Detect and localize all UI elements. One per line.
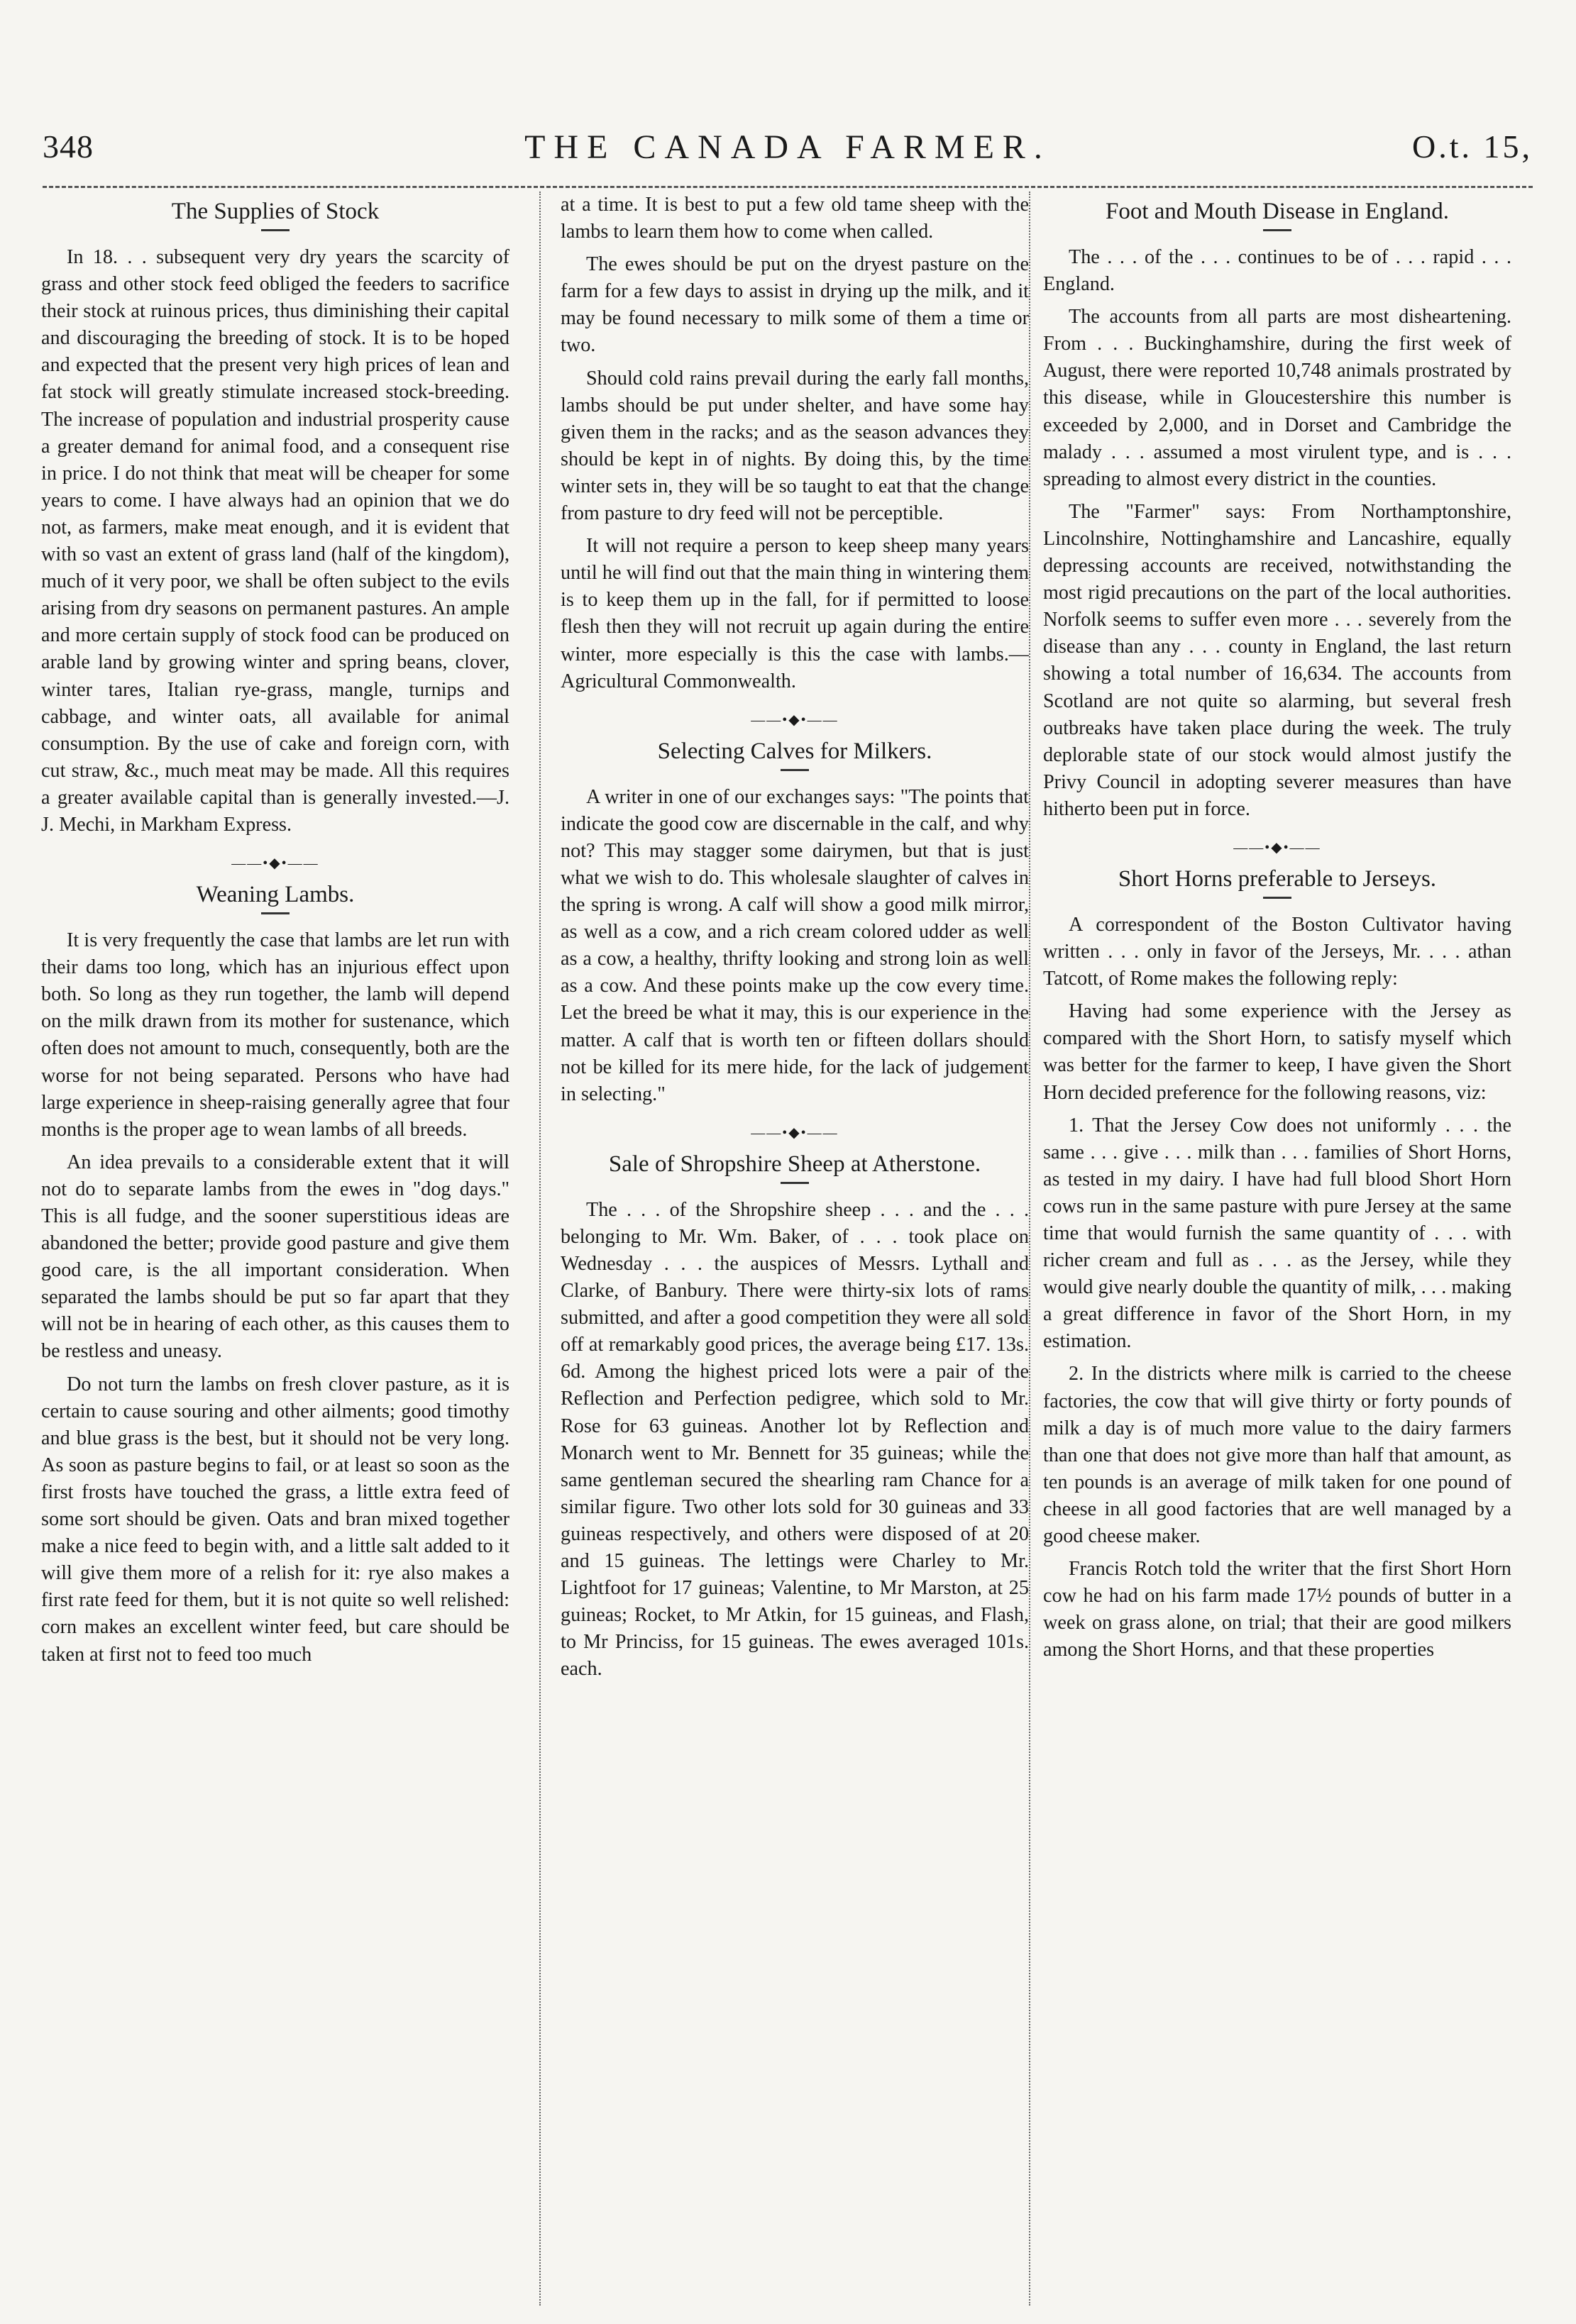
issue-date: O.t. 15, [1412, 128, 1533, 165]
paragraph: Do not turn the lambs on fresh clover pasture, as it is certain to cause souring and other ailments; good timothy and blue grass is the best, but it should not be very long. As soon as pasture begins to fail, or at least so soon as the first frosts have touched the grass, a little extra feed of some sort should be given. Oats and bran mixed together make a nice feed to begin with, and a little salt added to it will give them more of a relish for it: rye also makes a first rate feed for them, but it is not quite so well relished: corn makes an excellent winter feed, but care should be taken at first not to feed too much [41, 1373, 509, 1666]
paragraph: at a time. It is best to put a few old tame sheep with the lambs to learn them how to come when called. [561, 194, 1029, 243]
article-heading: Sale of Shropshire Sheep at Atherstone. [608, 1151, 981, 1177]
paragraph: It will not require a person to keep sheep many years until he will find out that the main thing in wintering them is to keep them up in the fall, for if permitted to loose flesh then they will not recruit up again during the entire winter, more especially is this the case with lambs.—Agricultural Commonwealth. [561, 535, 1029, 692]
article-heading: Short Horns preferable to Jerseys. [1118, 865, 1437, 892]
page-number: 348 [43, 128, 94, 165]
paragraph: Having had some experience with the Jersey as compared with the Short Horn, to satisfy myself which was better for the farmer to keep, I have given the Short Horn decided preference for the following reasons, viz: [1043, 1000, 1511, 1104]
paragraph: Francis Rotch told the writer that the first Short Horn cow he had on his farm made 17½ pounds of butter in a week on grass alone, on trial; that their are good milkers among the Short Horns, and that these properties [1043, 1558, 1511, 1661]
column-divider [1029, 192, 1030, 2306]
paragraph: A correspondent of the Boston Cultivator having written . . . only in favor of the Jerseys, Mr. . . . athan Tatcott, of Rome makes the following reply: [1043, 913, 1511, 990]
heading-dash [1263, 897, 1291, 899]
paragraph: 2. In the districts where milk is carried to the cheese factories, the cow that will give thirty or forty pounds of milk a day is of much more value to the dairy farmers than one that does not give more than half that amount, as ten pounds is an average of milk taken for one pound of cheese in all good factories that are well managed by a good cheese maker. [1043, 1363, 1511, 1548]
column-1 [41, 192, 509, 2306]
heading-dash [781, 1182, 809, 1184]
separator-ornament: ——•◆•—— [751, 712, 839, 728]
masthead: THE CANADA FARMER. [524, 128, 1051, 166]
paragraph: A writer in one of our exchanges says: "The points that indicate the good cow are discernable in the calf, and why not? This may stagger some dairymen, but that is just what we wish to do. This wholesale slaughter of calves in the spring is wrong. A calf will show a good milk mirror, as well as a cow, and a rich cream colored udder as well as a cow, a healthy, thrifty looking and strong loin as well as a cow. And these points make up the cow every time. Let the breed be what it may, this is our experience in the matter. A calf that is worth ten or fifteen dollars should not be killed for its mere hide, for the lack of judgement in selecting." [561, 785, 1029, 1105]
column-divider [539, 192, 541, 2306]
article-heading: Weaning Lambs. [196, 882, 355, 908]
article-heading: The Supplies of Stock [171, 199, 380, 224]
paragraph: The "Farmer" says: From Northamptonshire, Lincolnshire, Nottinghamshire and Lancashire, equally depressing accounts are received, notwithstanding the most rigid precautions on the part of the local authorities. Norfolk seems to suffer even more . . . severely from the disease than any . . . county in England, the last return showing a total number of 16,634. The accounts from Scotland are not quite so alarming, but several fresh outbreaks have taken place during the week. The truly deplorable state of our stock would almost justify the Privy Council in adopting severer measures than have hitherto been put in force. [1043, 500, 1511, 820]
paragraph: The accounts from all parts are most disheartening. From . . . Buckinghamshire, during the first week of August, there were reported 10,748 animals prostrated by this disease, while in Gloucestershire this number is exceeded by 2,000, and in Dorset and Cambridge the malady . . . assumed a most virulent type, and is . . . spreading to almost every district in the counties. [1043, 306, 1511, 490]
column-3 [1043, 192, 1511, 2306]
separator-ornament: ——•◆•—— [231, 856, 319, 872]
article-heading: Selecting Calves for Milkers. [657, 738, 932, 764]
paragraph: An idea prevails to a considerable extent that it will not do to separate lambs from the ewes in "dog days." This is all fudge, and the sooner superstitious ideas are abandoned the better; provide good pasture and give them good care, is the all important consideration. When separated the lambs should be put so far apart that they will not be in hearing of each other, as this causes them to be restless and uneasy. [41, 1151, 509, 1363]
paragraph: It is very frequently the case that lambs are let run with their dams too long, which has an injurious effect upon both. So long as they run together, the lamb will depend on the milk drawn from its mother for sustenance, which often does not amount to much, consequently, both are the worse for not being separated. Persons who have had large experience in sheep-raising generally agree that four months is the proper age to wean lambs of all breeds. [41, 929, 509, 1141]
page-header [43, 128, 1533, 177]
separator-ornament: ——•◆•—— [1233, 839, 1321, 856]
heading-dash [261, 912, 290, 914]
paragraph: Should cold rains prevail during the early fall months, lambs should be put under shelter, and have some hay given them in the racks; and as the season advances they should be kept in of nights. By doing this, by the time winter sets in, they will be so taught to eat that the change from pasture to dry feed will not be perceptible. [561, 367, 1029, 525]
paragraph: The . . . of the Shropshire sheep . . . and the . . . belonging to Mr. Wm. Baker, of . . . took place on Wednesday . . . the auspices of Messrs. Lythall and Clarke, of Banbury. There were thirty-six lots of rams submitted, and after a good competition they were all sold off at remarkably good prices, the average being £17. 13s. 6d. Among the highest priced lots were a pair of the Reflection and Perfection pedigree, which sold to Mr. Rose for 63 guineas. Another lot by Reflection and Monarch went to Mr. Bennett for 35 guineas; while the same gentleman secured the shearling ram Chance for a similar figure. Two other lots sold for 30 guineas and 33 guineas respectively, and others were disposed of at 20 and 15 guineas. The lettings were Charley to Mr. Lightfoot for 17 guineas; Valentine, to Mr Marston, at 25 guineas; Rocket, to Mr Atkin, for 15 guineas, and Flash, to Mr Princiss, for 15 guineas. The ewes averaged 101s. each. [561, 1198, 1029, 1681]
header-rule [43, 186, 1533, 188]
heading-dash [261, 229, 290, 231]
article-heading: Foot and Mouth Disease in England. [1106, 199, 1449, 224]
heading-dash [1263, 229, 1291, 231]
paragraph: In 18. . . subsequent very dry years the scarcity of grass and other stock feed obliged the feeders to sacrifice their stock at ruinous prices, thus diminishing their capital and discouraging the breeding of stock. It is to be hoped and expected that the present very high prices of lean and fat stock will greatly stimulate increased stock-breeding. The increase of population and industrial prosperity cause a greater demand for animal food, and a consequent rise in price. I do not think that meat will be cheaper for some years to come. I have always had an opinion that we do not, as farmers, make meat enough, and it is evident that with so vast an extent of grass land (half of the kingdom), much of it very poor, we shall be often subject to the evils arising from dry seasons on permanent pastures. An ample and more certain supply of stock food can be produced on arable land by growing winter and spring beans, clover, winter tares, Italian rye-grass, mangle, turnips and cabbage, and winter oats, all available for animal consumption. By the use of cake and foreign corn, with cut straw, &c., much meat may be made. All this requires a greater available capital than is generally invested.—J. J. Mechi, in Markham Express. [41, 246, 509, 836]
column-2 [561, 192, 1029, 2306]
heading-dash [781, 769, 809, 771]
paragraph: The . . . of the . . . continues to be of . . . rapid . . . England. [1043, 246, 1511, 296]
paragraph: 1. That the Jersey Cow does not uniformly . . . the same . . . give . . . milk than . . . families of Short Horns, as tested in my dairy. I have had full blood Short Horn cows run in the same pasture with pure Jersey at the same time that would furnish the same quantity of . . . with richer cream and full as . . . as the Jersey, while they would give nearly double the quantity of milk, . . . making a great difference in favor of the Short Horn, in my estimation. [1043, 1114, 1511, 1353]
separator-ornament: ——•◆•—— [751, 1124, 839, 1141]
paragraph: The ewes should be put on the dryest pasture on the farm for a few days to assist in drying up the milk, and it may be found necessary to milk some of them a time or two. [561, 253, 1029, 357]
